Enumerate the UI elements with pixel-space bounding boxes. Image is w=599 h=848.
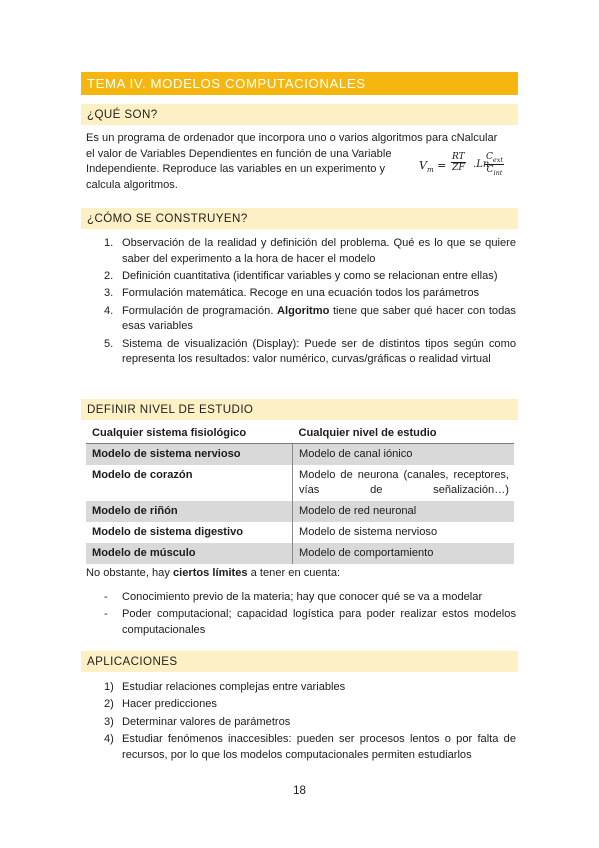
section-heading-aplicaciones	[81, 651, 518, 672]
table-cell: Modelo de comportamiento	[293, 543, 515, 564]
table-cell: Modelo de sistema nervioso	[299, 526, 438, 538]
table-cell: Modelo de riñón	[86, 501, 293, 522]
table-row	[86, 522, 514, 543]
table-row	[86, 543, 514, 564]
section-heading-text: ¿QUÉ SON?	[87, 108, 158, 121]
section-heading-definir-nivel	[81, 399, 518, 420]
section-heading-como-se-construyen	[81, 208, 518, 229]
limits-list	[104, 590, 516, 640]
equation-fraction-rt-zf: $\frac{RT}{ZF}$	[452, 152, 465, 173]
table-cell: Modelo de neurona (canales, receptores, vías de señalización…)	[299, 469, 509, 496]
section-heading-text: ¿CÓMO SE CONSTRUYEN?	[87, 212, 248, 225]
section-heading-text: DEFINIR NIVEL DE ESTUDIO	[87, 403, 254, 416]
list-item: 4) Estudiar fenómenos inaccesibles: pueden ser procesos lentos o por falta de recursos, por lo que los modelos computacionales permiten estudiarlos	[104, 732, 516, 761]
list-item: - Conocimiento previo de la materia; hay que conocer qué se va a modelar	[104, 591, 483, 603]
column-header: Cualquier nivel de estudio	[293, 424, 515, 444]
section-heading-que-son	[81, 104, 518, 125]
section-heading-text: APLICACIONES	[87, 655, 178, 668]
table-cell: Modelo de canal iónico	[293, 444, 515, 466]
definition-line: Independiente. Reproduce las variables en un experimento y	[86, 163, 386, 175]
table-cell: Modelo de sistema digestivo	[86, 522, 293, 543]
equation-fraction-concentrations: $C_{ext}$ $C_{int}$	[486, 152, 504, 177]
definition-line: calcula algoritmos.	[86, 178, 178, 191]
table-row	[86, 465, 514, 501]
page-number: 18	[293, 785, 306, 797]
equation-ln: .Ln	[473, 159, 490, 170]
table-header-row	[86, 424, 514, 444]
list-item: 3) Determinar valores de parámetros	[104, 715, 291, 728]
definition-line: el valor de Variables Dependientes en función de una Variable	[86, 147, 392, 160]
nernst-equation	[413, 148, 513, 186]
list-item: 2) Hacer predicciones	[104, 698, 217, 711]
list-item: 1. Observación de la realidad y definición del problema. Qué es lo que se quiere saber del experimento a la hora de hacer el modelo	[104, 237, 516, 265]
chapter-title-band	[81, 72, 518, 95]
list-item: 4. Formulación de programación. Algoritmo tiene que saber qué hacer con todas esas variables	[104, 304, 516, 333]
list-item: 3. Formulación matemática. Recoge en una ecuación todos los parámetros	[104, 287, 480, 300]
column-header: Cualquier sistema fisiológico	[86, 424, 293, 444]
table-row	[86, 444, 514, 466]
applications-list	[104, 680, 516, 765]
chapter-title: TEMA IV. MODELOS COMPUTACIONALES	[87, 76, 366, 91]
limits-intro: No obstante, hay ciertos límites a tener en cuenta:	[86, 567, 341, 579]
table-cell: Modelo de corazón	[86, 465, 293, 501]
construction-steps-list	[104, 236, 516, 370]
definition-line: Es un programa de ordenador que incorpora uno o varios algoritmos para cNalcular	[86, 132, 498, 144]
equation-lhs: $V_m$ =	[419, 159, 447, 175]
list-item: 1) Estudiar relaciones complejas entre variables	[104, 681, 346, 693]
table-row	[86, 501, 514, 522]
list-item: 5. Sistema de visualización (Display): Puede ser de distintos tipos según como representa los resultados: valor numérico, curvas/gráficas o realidad virtual	[104, 337, 516, 366]
table-cell: Modelo de músculo	[86, 543, 293, 564]
study-level-table	[86, 424, 514, 564]
list-item: - Poder computacional; capacidad logística para poder realizar estos modelos computacionales	[104, 608, 516, 636]
table-cell: Modelo de sistema nervioso	[86, 444, 293, 466]
table-cell: Modelo de red neuronal	[293, 501, 515, 522]
list-item: 2. Definición cuantitativa (identificar variables y como se relacionan entre ellas)	[104, 270, 498, 282]
